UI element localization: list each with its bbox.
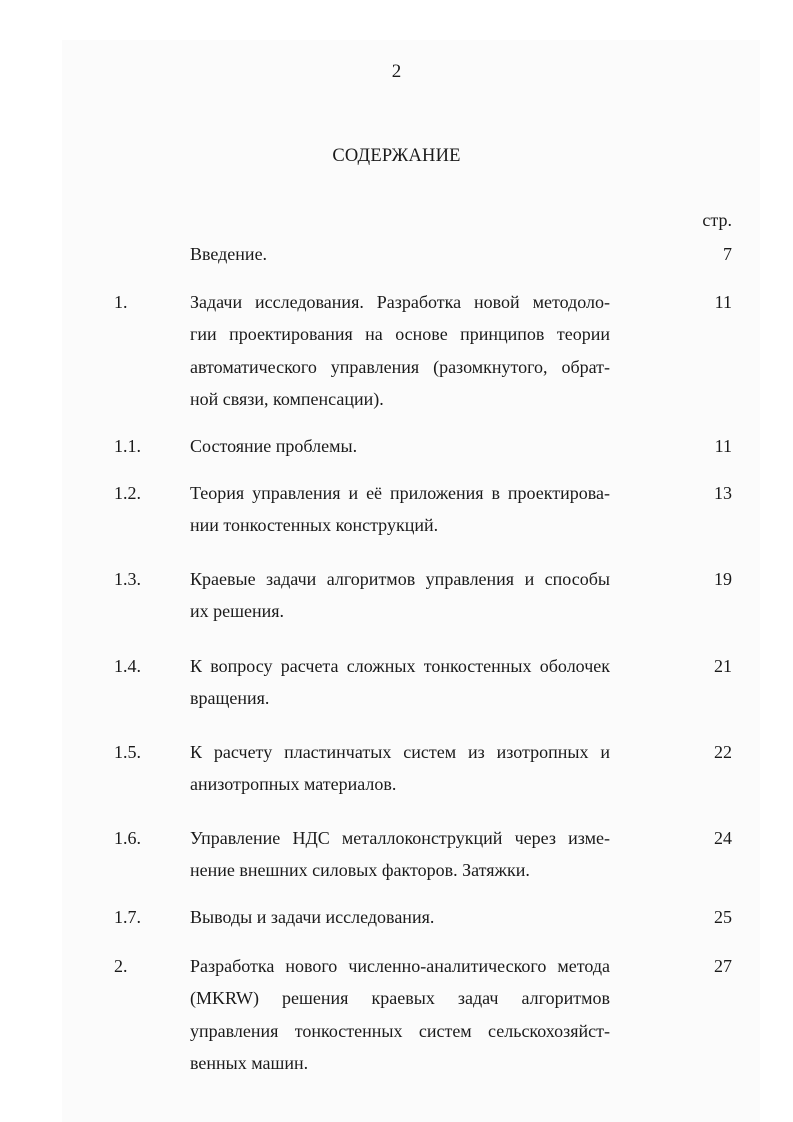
toc-entry-title bbox=[190, 822, 610, 887]
toc-entry-title-line: венных машин. bbox=[190, 1052, 309, 1073]
toc-entry-title bbox=[190, 477, 610, 542]
toc-entry-page: 11 bbox=[714, 436, 732, 456]
toc-heading: СОДЕРЖАНИЕ bbox=[332, 146, 461, 166]
toc-entry-page: 24 bbox=[714, 828, 732, 848]
page-column-label: стр. bbox=[702, 210, 732, 230]
toc-entry-number: 1.7. bbox=[114, 907, 141, 927]
toc-entry-title-line: ной связи, компенсации). bbox=[190, 388, 384, 409]
toc-entry-title bbox=[190, 238, 610, 270]
toc-entry-title bbox=[190, 430, 610, 462]
toc-entry-title-line: Разработка нового численно-аналитического метода bbox=[190, 956, 610, 976]
toc-entry-page: 27 bbox=[714, 956, 732, 976]
toc-entry-number: 1.3. bbox=[114, 569, 141, 589]
toc-entry-title bbox=[190, 950, 610, 1079]
toc-entry-title-line: гии проектирования на основе принципов теории bbox=[190, 324, 610, 345]
toc-entry-title-line: нии тонкостенных конструкций. bbox=[190, 515, 439, 536]
toc-entry-title-line: Выводы и задачи исследования. bbox=[190, 907, 435, 927]
toc-entry-title-line: Задачи исследования. Разработка новой методоло- bbox=[190, 292, 610, 312]
toc-entry-page: 11 bbox=[714, 292, 732, 312]
toc-entry-title bbox=[190, 650, 610, 715]
toc-entry-page: 25 bbox=[714, 907, 732, 927]
toc-entry-title-line: анизотропных материалов. bbox=[190, 774, 397, 795]
toc-entry-page: 7 bbox=[723, 244, 732, 264]
toc-entry-number: 1.4. bbox=[114, 656, 141, 676]
toc-entry-number: 1.5. bbox=[114, 742, 141, 762]
toc-entry-number: 1. bbox=[114, 292, 128, 312]
toc-entry-title-line: Состояние проблемы. bbox=[190, 436, 358, 456]
toc-entry-title-line: Краевые задачи алгоритмов управления и способы bbox=[190, 569, 610, 589]
toc-entry-title-line: К вопросу расчета сложных тонкостенных оболочек bbox=[190, 656, 610, 676]
toc-entry-page: 13 bbox=[714, 483, 732, 503]
toc-entry-title-line: управления тонкостенных систем сельскохозяйст- bbox=[190, 1020, 610, 1041]
toc-entry-number: 1.6. bbox=[114, 828, 141, 848]
toc-entry-number: 1.1. bbox=[114, 436, 141, 456]
toc-entry-title bbox=[190, 901, 610, 933]
toc-entry-title-line: Введение. bbox=[190, 244, 268, 264]
toc-entry-title-line: К расчету пластинчатых систем из изотропных и bbox=[190, 742, 610, 762]
toc-entry-title-line: их решения. bbox=[190, 601, 285, 622]
toc-entry-title bbox=[190, 286, 610, 415]
page-number: 2 bbox=[391, 61, 402, 82]
toc-entry-title bbox=[190, 563, 610, 628]
toc-entry-number: 1.2. bbox=[114, 483, 141, 503]
toc-entry-page: 19 bbox=[714, 569, 732, 589]
toc-entry-page: 21 bbox=[714, 656, 732, 676]
toc-entry-number: 2. bbox=[114, 956, 128, 976]
toc-entry-title-line: вращения. bbox=[190, 688, 270, 709]
toc-entry-title-line: Управление НДС металлоконструкций через изме- bbox=[190, 828, 610, 848]
toc-entry-page: 22 bbox=[714, 742, 732, 762]
toc-entry-title bbox=[190, 736, 610, 801]
toc-entry-title-line: нение внешних силовых факторов. Затяжки. bbox=[190, 860, 530, 881]
toc-entry-title-line: автоматического управления (разомкнутого, обрат- bbox=[190, 356, 610, 377]
toc-entry-title-line: (MKRW) решения краевых задач алгоритмов bbox=[190, 988, 610, 1009]
toc-entry-title-line: Теория управления и её приложения в проектирова- bbox=[190, 483, 610, 503]
